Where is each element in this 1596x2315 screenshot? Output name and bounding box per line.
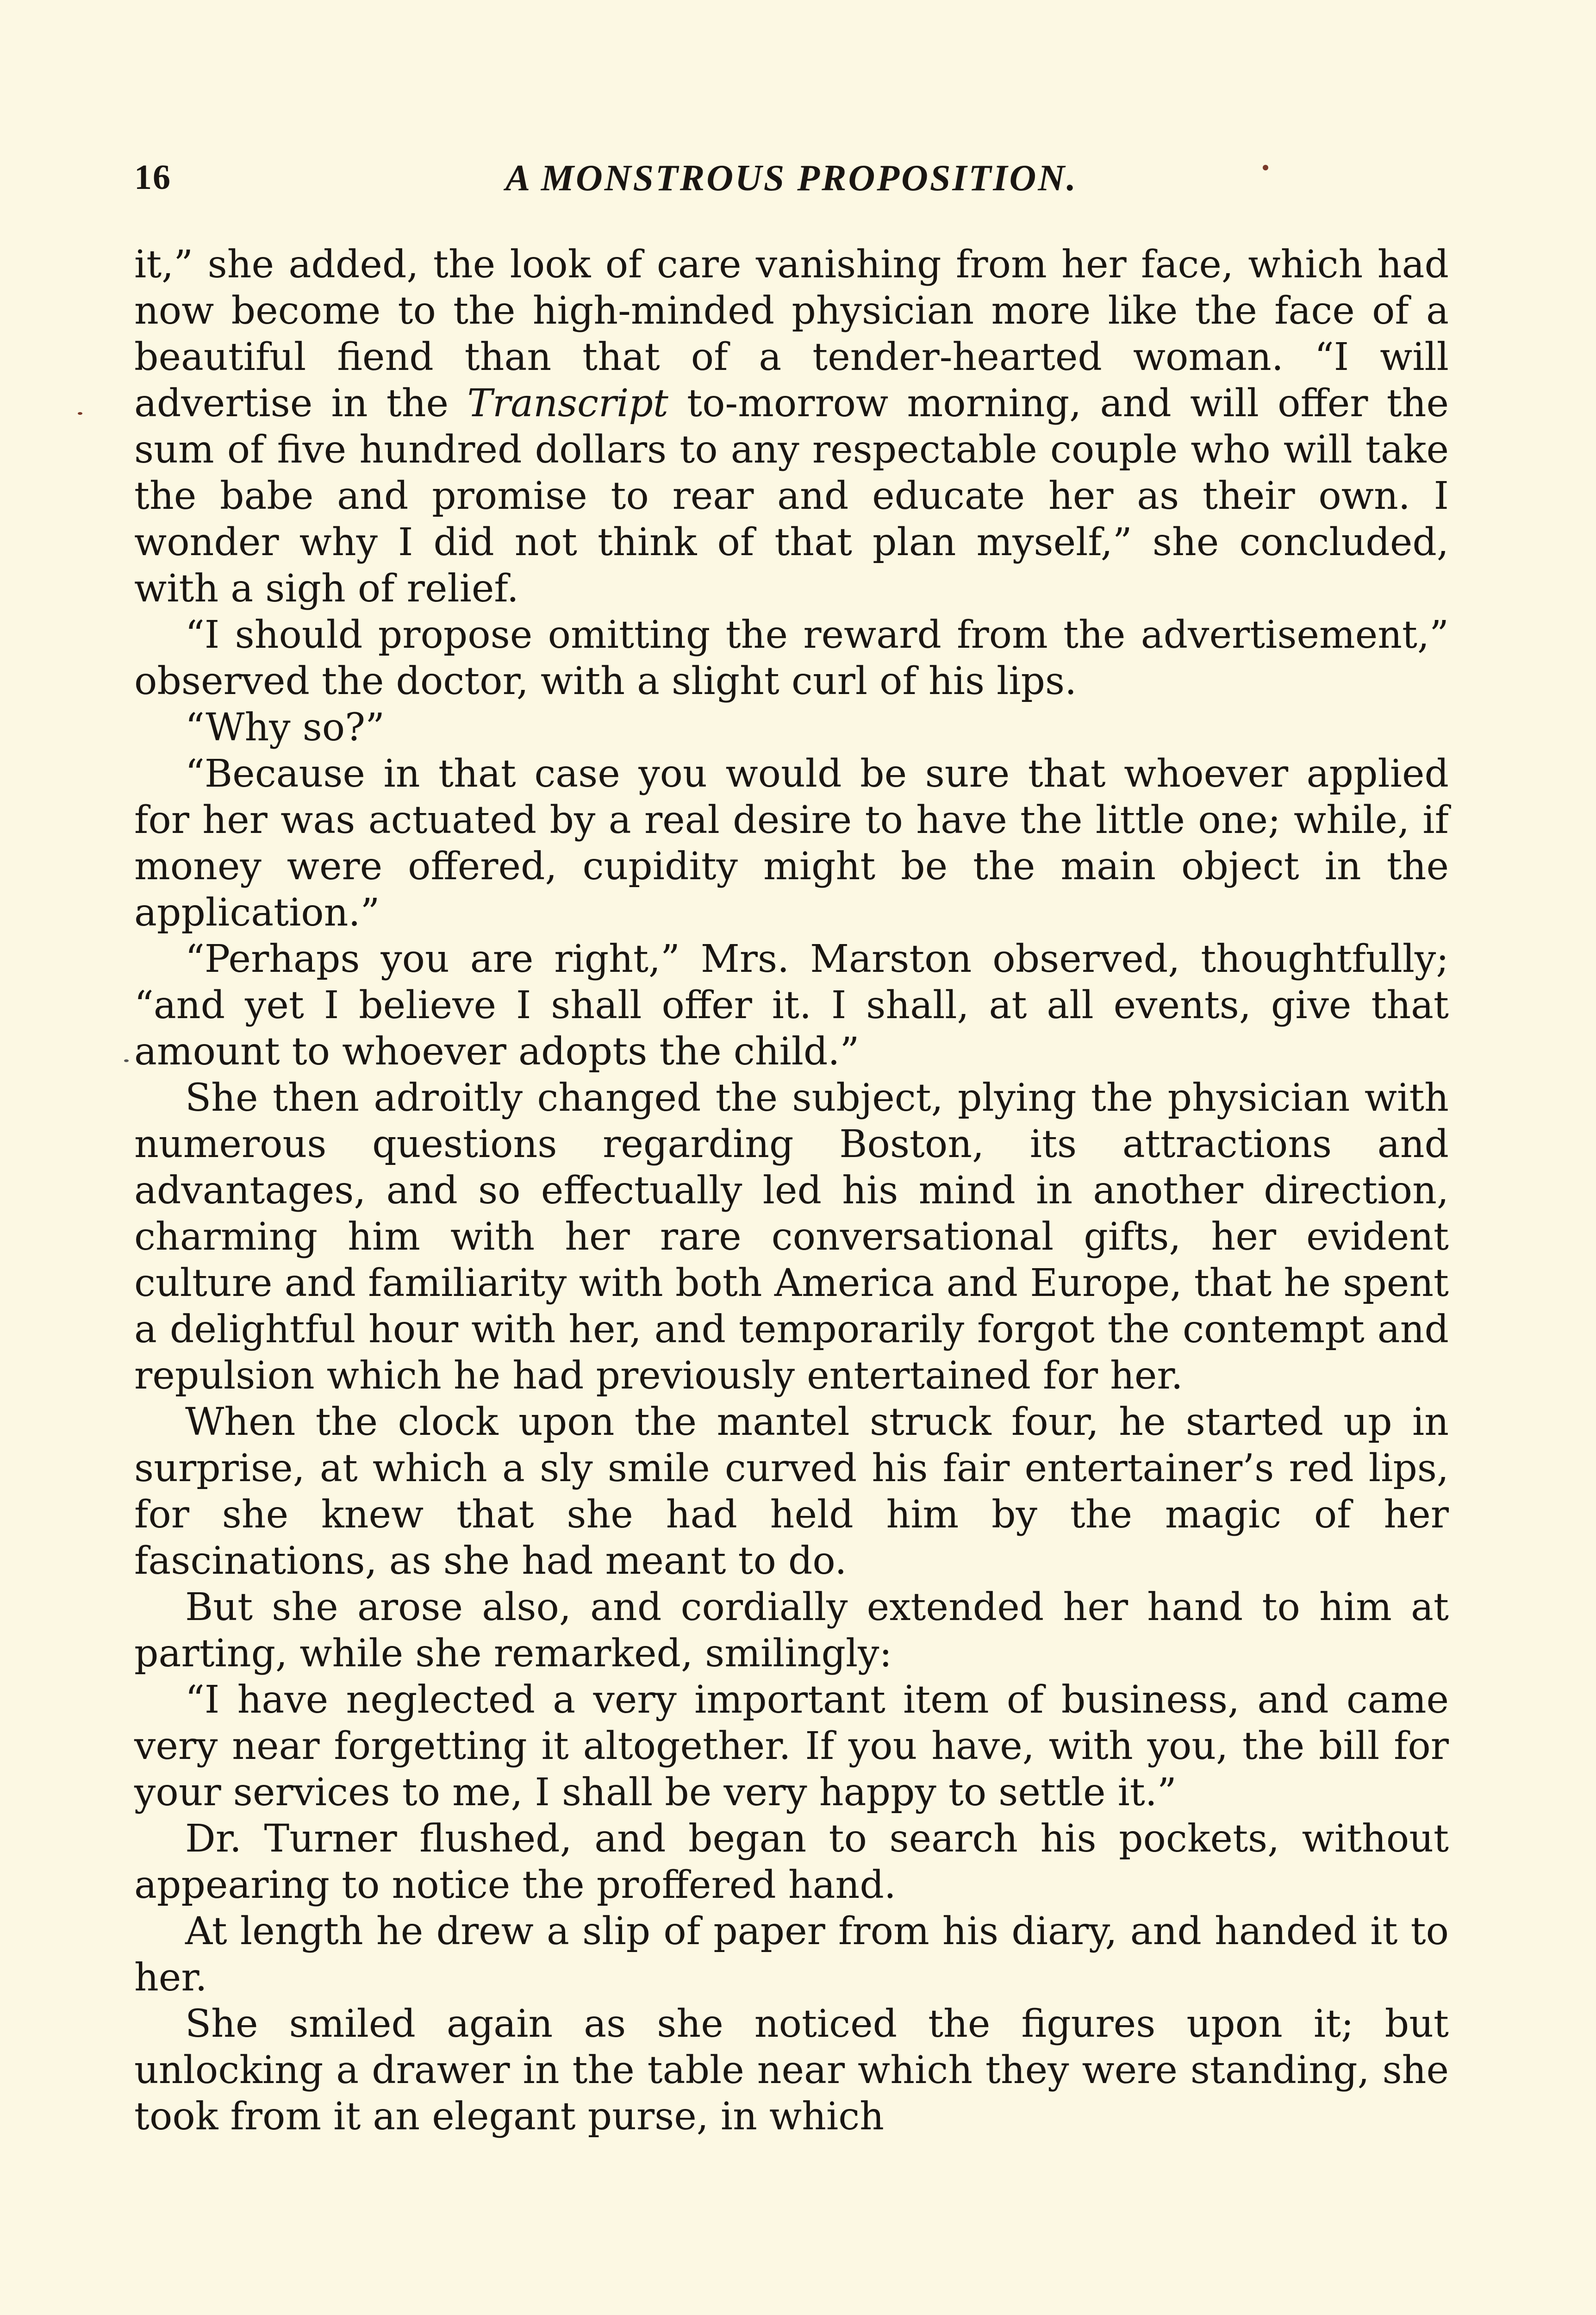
newspaper-title: Transcript	[467, 382, 668, 425]
paragraph: But she arose also, and cordially extended her hand to him at parting, while she remarked, smilingly:	[134, 1585, 1449, 1676]
paragraph: When the clock upon the mantel struck four, he started up in surprise, at which a sly smile curved his fair entertainer’s red lips, for she knew that she had held him by the magic of her fascinations, as she had meant to do.	[134, 1400, 1449, 1583]
ink-speck	[124, 1059, 129, 1062]
paragraph: She smiled again as she noticed the figures upon it; but unlocking a drawer in the table near which they were standing, she took from it an elegant purse, in which	[134, 2002, 1449, 2139]
ink-speck	[1263, 165, 1268, 170]
paragraph: it,” she added, the look of care vanishing from her face, which had now become to the high-minded physician more like the face of a beautiful fiend than that of a tender-hearted woman. “I will advertise in the Transcript to-morrow morning, and will offer the sum of five hundred dollars to any respectable couple who will take the babe and promise to rear and educate her as their own. I wonder why I did not think of that plan myself,” she concluded, with a sigh of relief.	[134, 243, 1449, 611]
ink-speck	[78, 412, 82, 415]
body-text	[134, 242, 1449, 2140]
page-number: 16	[134, 158, 171, 197]
paragraph: “Perhaps you are right,” Mrs. Marston observed, thoughtfully; “and yet I believe I shall offer it. I shall, at all events, give that amount to whoever adopts the child.”	[134, 937, 1449, 1074]
paragraph: “I have neglected a very important item of business, and came very near forgetting it altogether. If you have, with you, the bill for your services to me, I shall be very happy to settle it.”	[134, 1678, 1449, 1814]
paragraph: She then adroitly changed the subject, plying the physician with numerous questions regarding Boston, its attractions and advantages, and so effectually led his mind in another direction, charming him with her rare conversational gifts, her evident culture and familiarity with both America and Europe, that he spent a delightful hour with her, and temporarily forgot the contempt and repulsion which he had previously entertained for her.	[134, 1076, 1449, 1398]
paragraph: “Why so?”	[185, 706, 385, 750]
paragraph: “Because in that case you would be sure that whoever applied for her was actuated by a real desire to have the little one; while, if money were offered, cupidity might be the main object in the application.”	[134, 752, 1449, 935]
paragraph: “I should propose omitting the reward from the advertisement,” observed the doctor, with a slight curl of his lips.	[134, 613, 1449, 703]
paragraph: At length he drew a slip of paper from his diary, and handed it to her.	[134, 1909, 1449, 2000]
page-header	[134, 157, 1449, 218]
running-head: A MONSTROUS PROPOSITION.	[505, 158, 1078, 199]
paragraph: Dr. Turner flushed, and began to search his pockets, without appearing to notice the proffered hand.	[134, 1817, 1449, 1907]
